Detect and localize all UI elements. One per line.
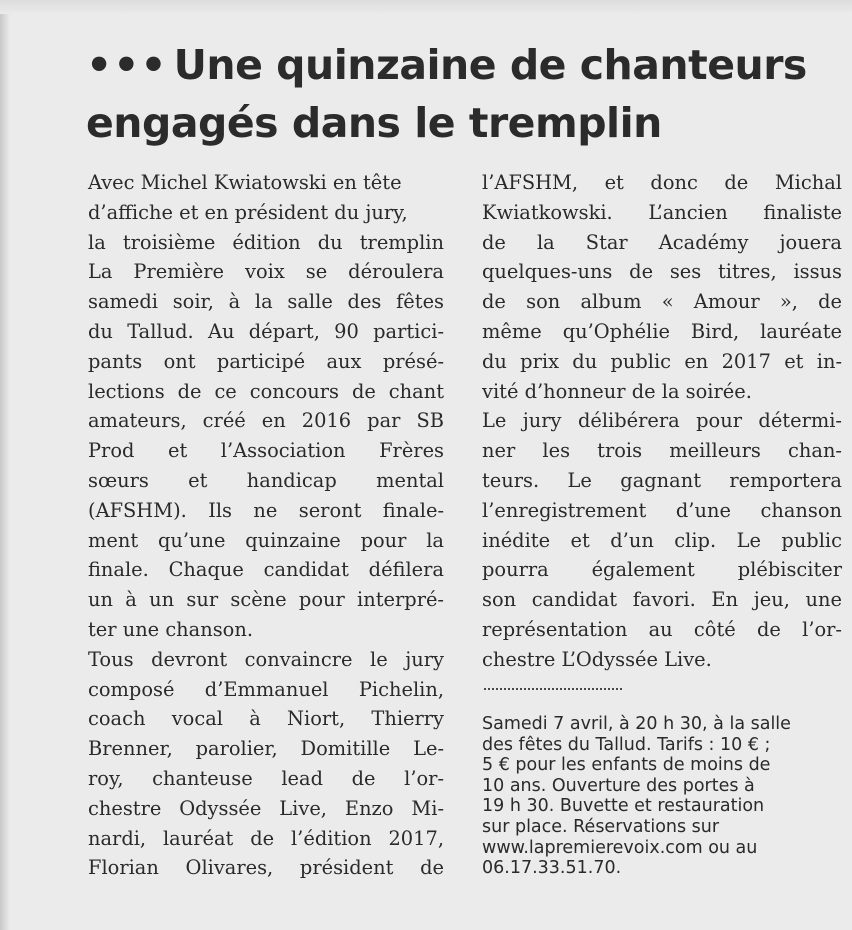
text-line: ter une chanson.	[88, 617, 253, 641]
text-line: ment qu’une quinzaine pour la	[88, 528, 444, 552]
text-line: samedi soir, à la salle des fêtes	[88, 290, 444, 314]
text-line: un à un sur scène pour interpré-	[88, 588, 444, 612]
text-line: chestre Odyssée Live, Enzo Mi-	[88, 796, 444, 820]
info-line: sur place. Réservations sur	[482, 816, 720, 837]
text-line: (AFSHM). Ils ne seront finale-	[88, 498, 444, 522]
text-line: quelques-uns de ses titres, issus	[482, 260, 842, 284]
text-line: teurs. Le gagnant remportera	[482, 468, 842, 492]
text-line: chestre L’Odyssée Live.	[482, 647, 712, 671]
headline-line-1	[86, 36, 826, 94]
text-line: ner les trois meilleurs chan-	[482, 439, 842, 463]
left-column	[88, 168, 444, 883]
info-line: des fêtes du Tallud. Tarifs : 10 € ;	[482, 734, 771, 755]
practical-info-box	[482, 714, 842, 879]
text-line: nardi, lauréat de l’édition 2017,	[88, 826, 444, 850]
info-line: Samedi 7 avril, à 20 h 30, à la salle	[482, 714, 791, 734]
text-line: Avec Michel Kwiatowski en tête	[88, 171, 402, 194]
scan-edge	[0, 0, 10, 930]
text-line: Le jury délibérera pour détermi-	[482, 409, 842, 433]
text-line: Florian Olivares, président de	[88, 856, 444, 880]
text-line: vité d’honneur de la soirée.	[482, 379, 752, 403]
info-line: 10 ans. Ouverture des portes à	[482, 775, 755, 796]
text-line: Kwiatkowski. L’ancien finaliste	[482, 200, 842, 224]
text-line: du Tallud. Au départ, 90 partici-	[88, 319, 444, 343]
text-line: l’enregistrement d’une chanson	[482, 498, 842, 522]
info-line: 19 h 30. Buvette et restauration	[482, 796, 765, 817]
text-line: inédite et d’un clip. Le public	[482, 528, 842, 552]
text-line: du prix du public en 2017 et in-	[482, 349, 842, 373]
text-line: même qu’Ophélie Bird, lauréate	[482, 319, 842, 343]
text-line: de son album « Amour », de	[482, 290, 842, 314]
text-line: coach vocal à Niort, Thierry	[88, 707, 444, 731]
headline-text-1: Une quinzaine de chanteurs	[173, 41, 807, 89]
text-line: l’AFSHM, et donc de Michal	[482, 171, 842, 194]
text-line: pourra également plébisciter	[482, 558, 842, 582]
phone-number-line: 06.17.33.51.70.	[482, 858, 622, 879]
text-line: Tous devront convaincre le jury	[88, 647, 444, 671]
website-link-line: www.lapremierevoix.com ou au	[482, 837, 758, 858]
text-line: d’affiche et en président du jury,	[88, 200, 408, 224]
dotted-divider	[484, 688, 622, 690]
headline	[86, 36, 826, 152]
text-line: la troisième édition du tremplin	[88, 230, 444, 254]
text-line: finale. Chaque candidat défilera	[88, 558, 444, 582]
text-line: sœurs et handicap mental	[88, 468, 444, 492]
text-line: roy, chanteuse lead de l’or-	[88, 766, 444, 790]
headline-line-2: engagés dans le tremplin	[86, 99, 662, 147]
text-line: amateurs, créé en 2016 par SB	[88, 409, 444, 433]
headline-bullets: •••	[86, 41, 168, 89]
scan-edge-top	[0, 0, 852, 14]
text-line: représentation au côté de l’or-	[482, 617, 842, 641]
info-line: 5 € pour les enfants de moins de	[482, 755, 771, 776]
text-line: son candidat favori. En jeu, une	[482, 588, 842, 612]
text-line: composé d’Emmanuel Pichelin,	[88, 677, 444, 701]
text-line: de la Star Académy jouera	[482, 230, 842, 254]
text-line: lections de ce concours de chant	[88, 379, 444, 403]
text-line: Brenner, parolier, Domitille Le-	[88, 737, 444, 761]
text-line: pants ont participé aux présé-	[88, 349, 444, 373]
right-column	[482, 168, 842, 675]
text-line: Prod et l’Association Frères	[88, 439, 444, 463]
text-line: La Première voix se déroulera	[88, 260, 444, 284]
